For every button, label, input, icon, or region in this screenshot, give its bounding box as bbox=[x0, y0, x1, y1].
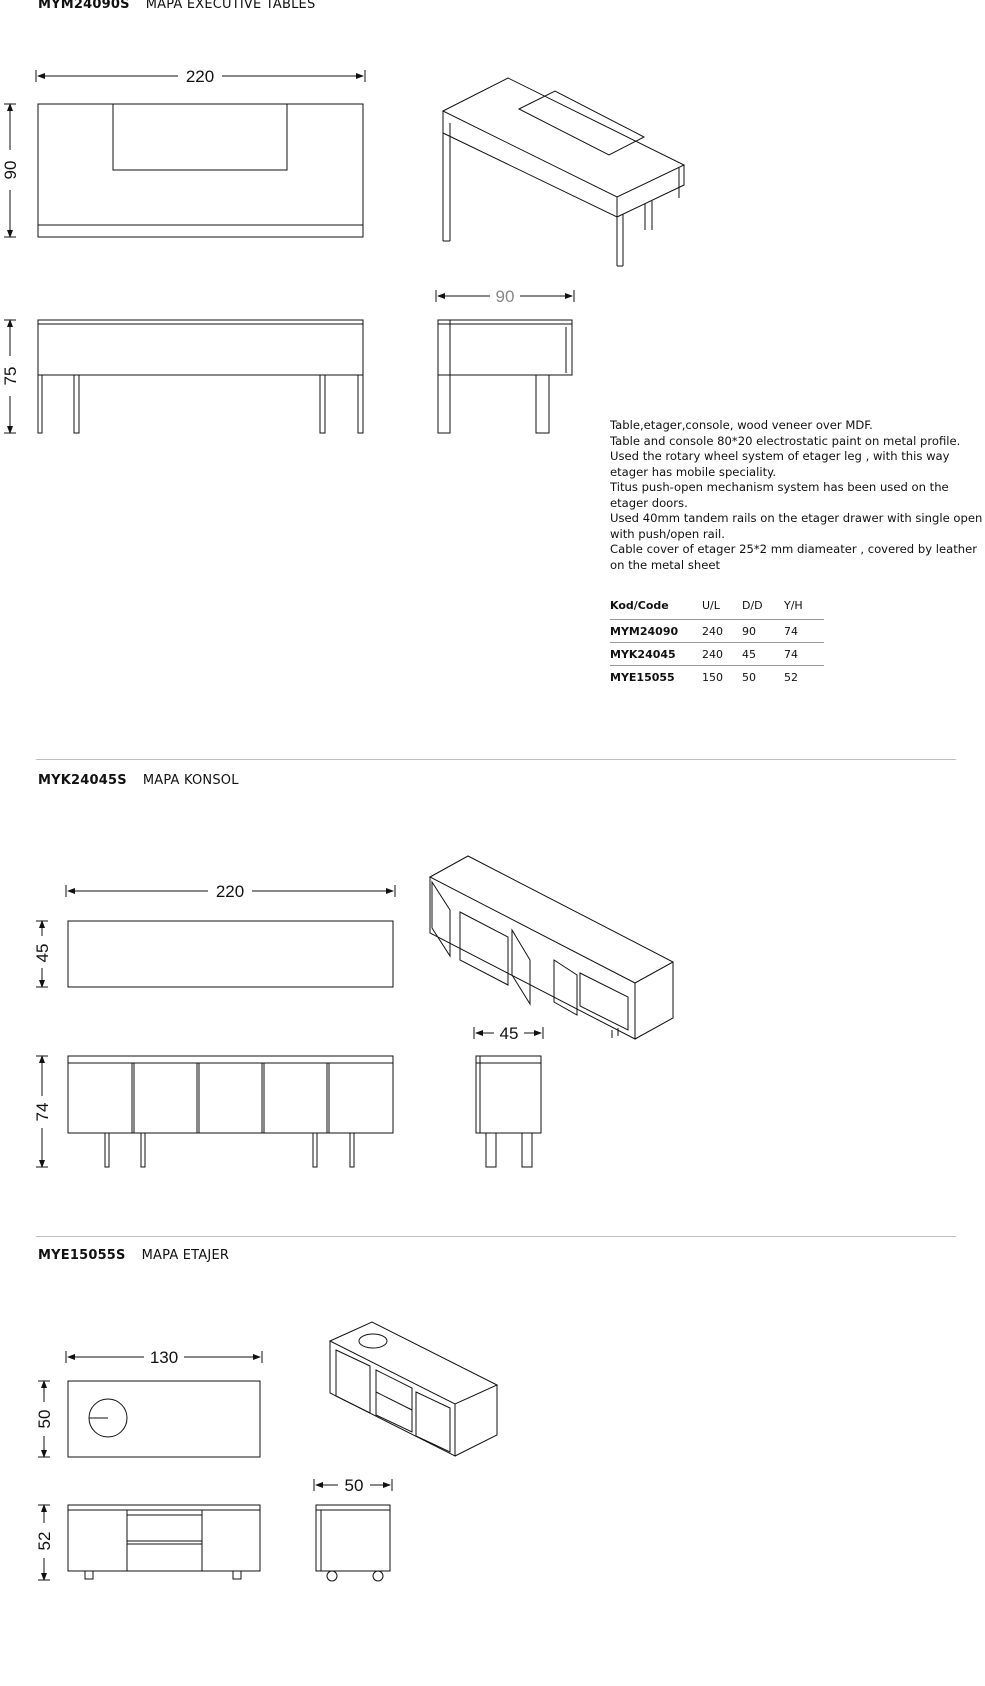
dim-label-table-width: 220 bbox=[185, 67, 215, 86]
section-name: MAPA ETAJER bbox=[141, 1248, 230, 1263]
dim-label-etajer-height: 52 bbox=[35, 1531, 54, 1551]
dim-label-etajer-side-depth: 50 bbox=[344, 1476, 364, 1495]
dim-label-konsol-depth: 45 bbox=[33, 943, 52, 963]
table-row bbox=[610, 643, 824, 666]
spec-header-length: U/L bbox=[702, 598, 720, 612]
dim-label-table-side-depth: 90 bbox=[495, 287, 515, 306]
description-line: Used 40mm tandem rails on the etager drawer with single open with push/open rail. bbox=[610, 511, 983, 541]
konsol-isometric-view bbox=[430, 856, 673, 1039]
spec-cell-code: MYM24090 bbox=[610, 620, 702, 643]
konsol-front-view bbox=[68, 1056, 393, 1167]
spec-cell-code: MYK24045 bbox=[610, 643, 702, 666]
section-code: MYE15055S bbox=[38, 1248, 126, 1263]
spec-header-height: Y/H bbox=[784, 598, 803, 612]
section-name: MAPA KONSOL bbox=[142, 773, 239, 788]
spec-cell: 74 bbox=[784, 643, 824, 666]
spec-cell: 90 bbox=[742, 620, 784, 643]
spec-cell: 50 bbox=[742, 666, 784, 689]
product-description bbox=[610, 418, 985, 573]
table-row bbox=[610, 620, 824, 643]
table-side-view bbox=[438, 320, 572, 433]
spec-cell-code: MYE15055 bbox=[610, 666, 702, 689]
dim-label-etajer-depth: 50 bbox=[35, 1409, 54, 1429]
table-row bbox=[610, 666, 824, 689]
description-line: Used the rotary wheel system of etager leg , with this way etager has mobile speciality. bbox=[610, 449, 950, 479]
spec-table bbox=[610, 597, 824, 688]
konsol-top-view bbox=[68, 921, 393, 987]
table-front-view bbox=[38, 320, 363, 433]
dim-label-table-depth: 90 bbox=[1, 160, 20, 180]
dim-label-etajer-width: 130 bbox=[149, 1348, 179, 1367]
description-line: Table,etager,console, wood veneer over MDF. bbox=[610, 418, 873, 432]
spec-table-header bbox=[610, 597, 824, 620]
spec-cell: 52 bbox=[784, 666, 824, 689]
section-code: MYM24090S bbox=[38, 0, 130, 12]
spec-header-depth: D/D bbox=[742, 598, 763, 612]
konsol-side-view bbox=[476, 1056, 541, 1167]
table-isometric-view bbox=[443, 78, 684, 266]
description-line: Cable cover of etager 25*2 mm diameater , covered by leather on the metal sheet bbox=[610, 542, 978, 572]
description-line: Table and console 80*20 electrostatic paint on metal profile. bbox=[610, 433, 961, 448]
dim-label-table-height: 75 bbox=[1, 366, 20, 386]
section-code: MYK24045S bbox=[38, 773, 127, 788]
etajer-front-view bbox=[68, 1505, 260, 1579]
spec-cell: 240 bbox=[702, 643, 742, 666]
spec-cell: 45 bbox=[742, 643, 784, 666]
etajer-side-view bbox=[316, 1505, 390, 1581]
spec-cell: 150 bbox=[702, 666, 742, 689]
section-name: MAPA EXECUTIVE TABLES bbox=[145, 0, 316, 12]
spec-header-code: Kod/Code bbox=[610, 598, 669, 612]
description-line: Titus push-open mechanism system has been used on the etager doors. bbox=[610, 480, 949, 510]
etajer-isometric-view bbox=[330, 1322, 497, 1456]
dim-label-konsol-side-depth: 45 bbox=[499, 1024, 519, 1043]
dim-label-konsol-width: 220 bbox=[215, 882, 245, 901]
spec-cell: 74 bbox=[784, 620, 824, 643]
dim-label-konsol-height: 74 bbox=[33, 1102, 52, 1122]
table-top-view bbox=[38, 104, 363, 237]
etajer-top-view bbox=[68, 1381, 260, 1457]
spec-cell: 240 bbox=[702, 620, 742, 643]
